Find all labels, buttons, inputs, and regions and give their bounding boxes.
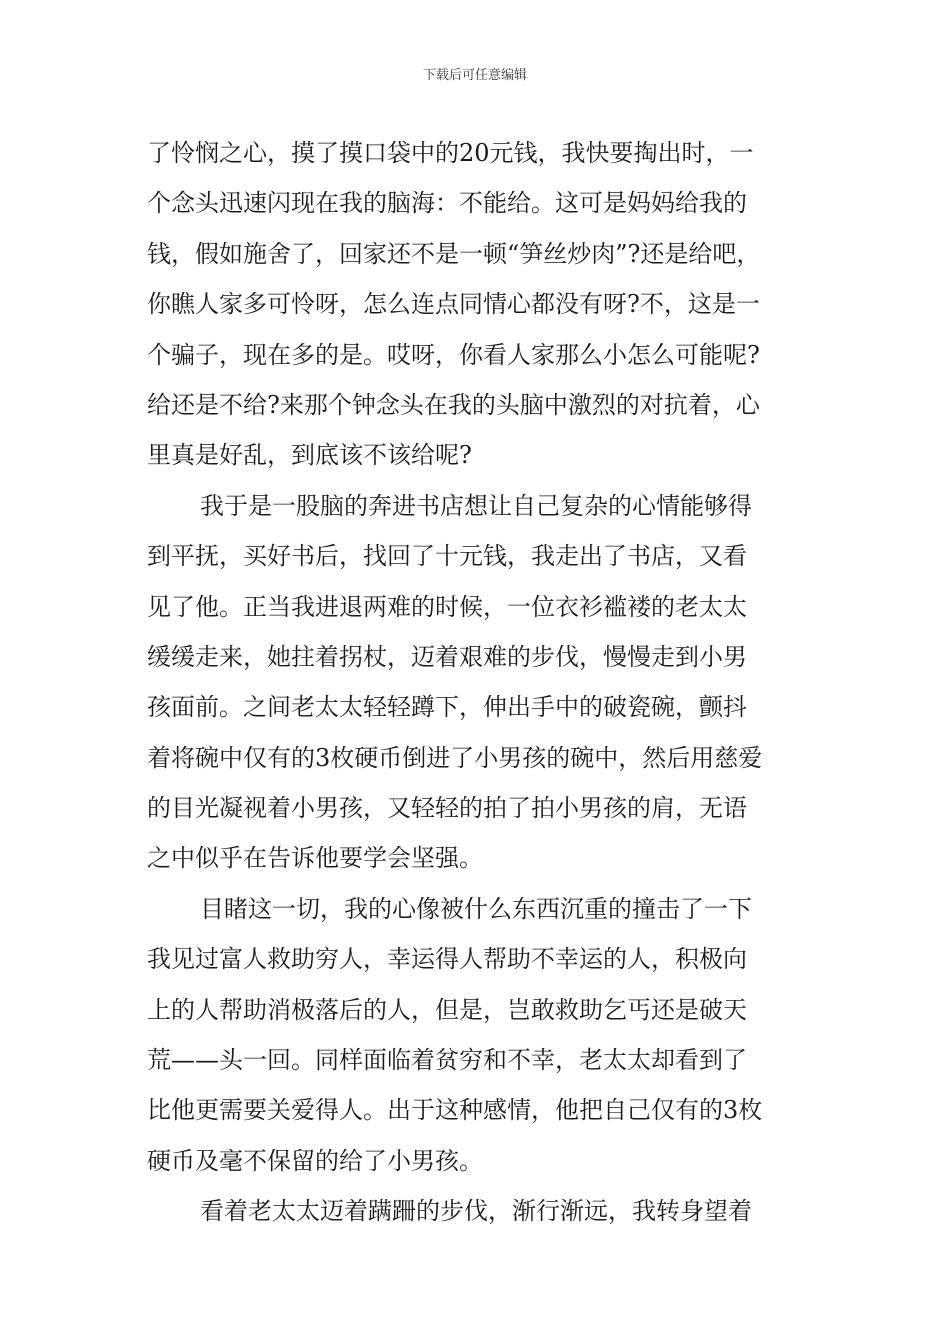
- text-line: 之中似乎在告诉他要学会坚强。: [147, 844, 483, 873]
- text-line: 给还是不给?来那个钟念头在我的头脑中激烈的对抗着，心: [147, 390, 760, 419]
- text-line: 见了他。正当我进退两难的时候，一位衣衫褴褛的老太太: [147, 592, 747, 621]
- text-line: 个骗子，现在多的是。哎呀，你看人家那么小怎么可能呢?: [147, 340, 760, 369]
- text-line: 个念头迅速闪现在我的脑海：不能给。这可是妈妈给我的: [147, 189, 747, 218]
- text-line: 里真是好乱，到底该不该给呢?: [147, 441, 472, 470]
- text-line: 缓缓走来，她拄着拐杖，迈着艰难的步伐，慢慢走到小男: [147, 642, 747, 671]
- document-body: [147, 128, 827, 1237]
- text-line: 硬币及毫不保留的给了小男孩。: [147, 1146, 483, 1175]
- page-header: 下载后可任意编辑: [422, 68, 527, 83]
- paragraph-first-line: 看着老太太迈着蹒跚的步伐，渐行渐远，我转身望着: [200, 1197, 752, 1226]
- text-line: 上的人帮助消极落后的人，但是，岂敢救助乞丐还是破天: [147, 995, 747, 1024]
- text-line: 着将碗中仅有的3枚硬币倒进了小男孩的碗中，然后用慈爱: [147, 743, 763, 772]
- paragraph-first-line: 目睹这一切，我的心像被什么东西沉重的撞击了一下: [200, 894, 752, 923]
- text-line: 到平抚，买好书后，找回了十元钱，我走出了书店，又看: [147, 542, 747, 571]
- text-line: 了怜悯之心，摸了摸口袋中的20元钱，我快要掏出时，一: [147, 139, 754, 167]
- text-line: 我见过富人救助穷人，幸运得人帮助不幸运的人，积极向: [147, 945, 747, 974]
- text-line: 孩面前。之间老太太轻轻蹲下，伸出手中的破瓷碗，颤抖: [147, 693, 747, 722]
- paragraph-first-line: 我于是一股脑的奔进书店想让自己复杂的心情能够得: [200, 491, 752, 520]
- text-line: 比他更需要关爱得人。出于这种感情，他把自己仅有的3枚: [147, 1096, 763, 1125]
- text-line: 的目光凝视着小男孩，又轻轻的拍了拍小男孩的肩，无语: [147, 794, 747, 823]
- text-line: 你瞧人家多可怜呀，怎么连点同情心都没有呀?不，这是一: [147, 290, 760, 319]
- text-line: 钱，假如施舍了，回家还不是一顿“笋丝炒肉”?还是给吧，: [147, 239, 761, 268]
- text-line: 荒——头一回。同样面临着贫穷和不幸，老太太却看到了: [147, 1046, 747, 1075]
